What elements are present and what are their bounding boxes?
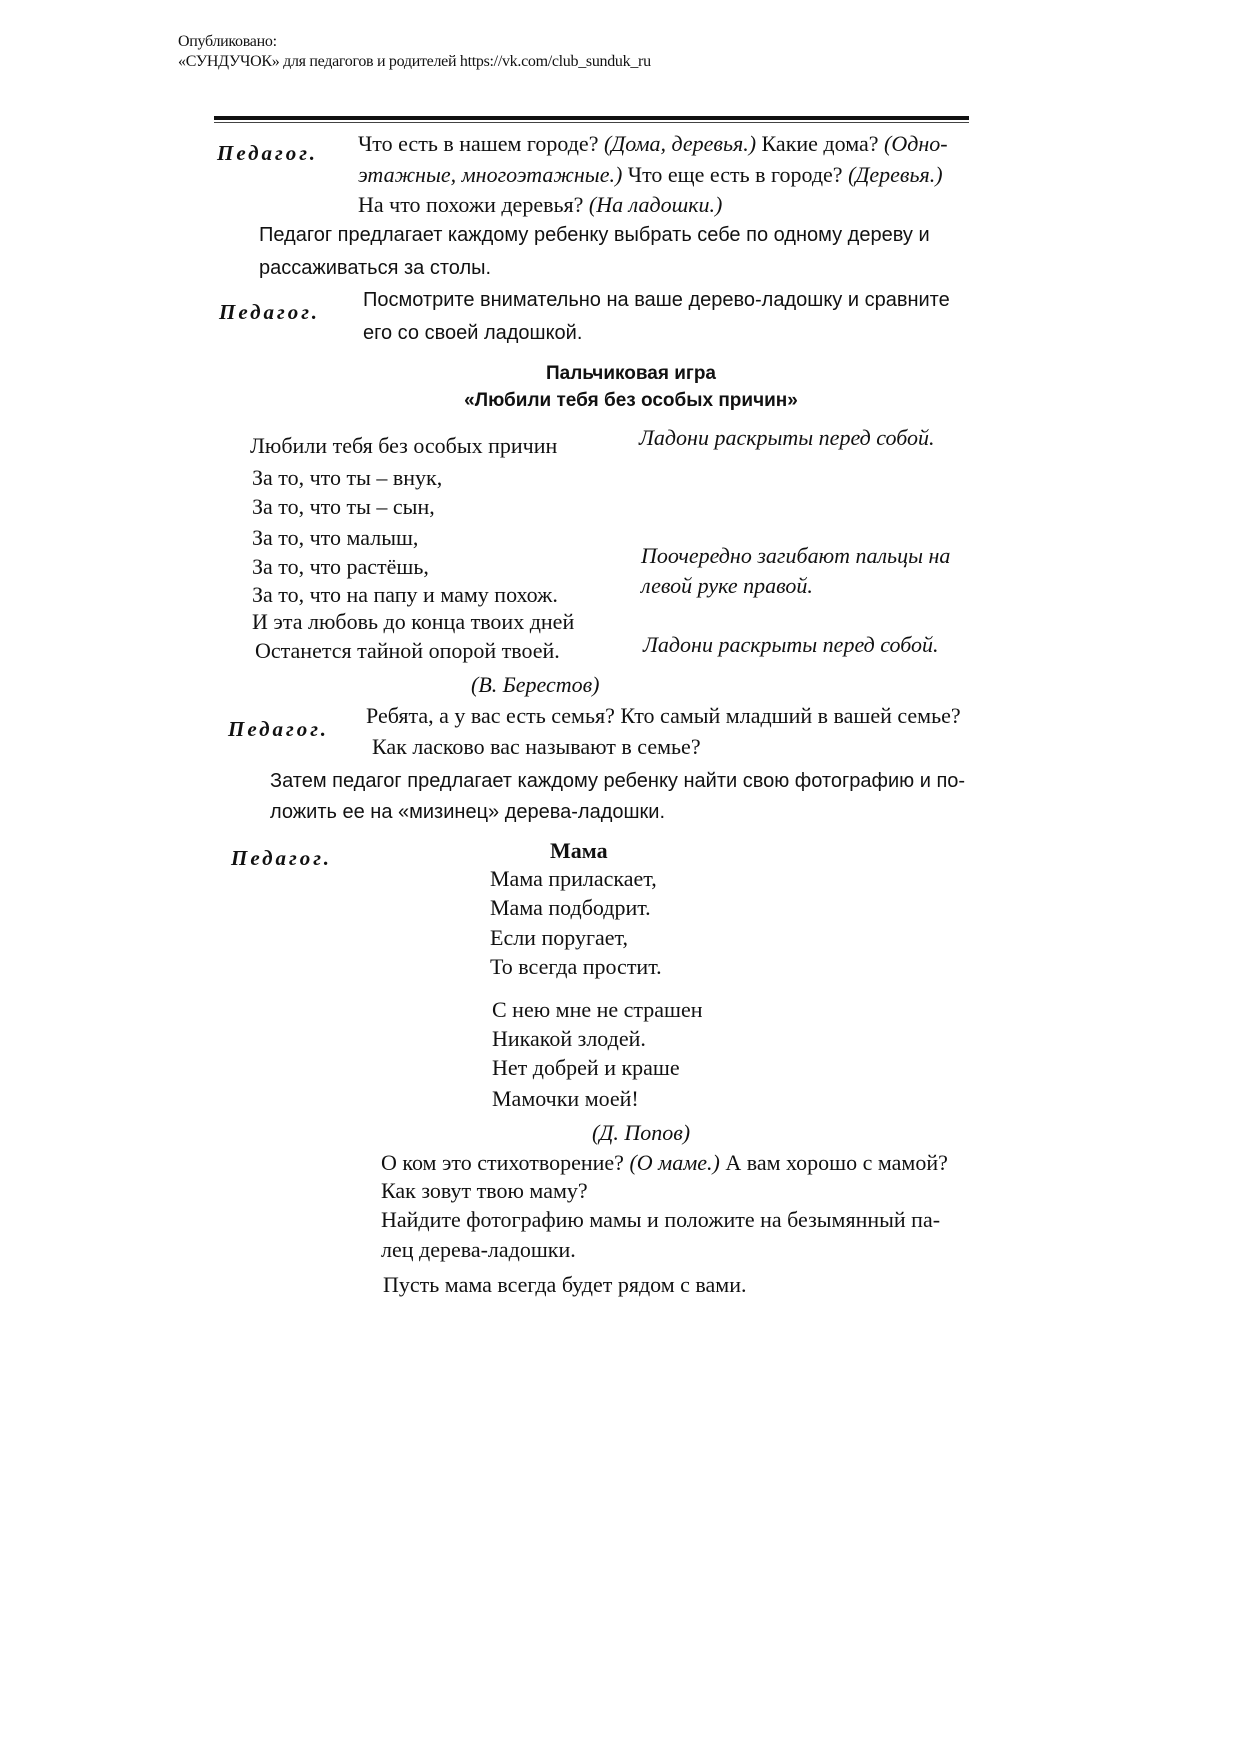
gesture-note: Ладони раскрыты перед собой. — [639, 425, 935, 450]
dialogue-line: Посмотрите внимательно на ваше дерево-ладошку и сравните — [363, 289, 950, 311]
poem-line: За то, что на папу и маму похож. — [252, 582, 558, 607]
dialogue-line: На что похожи деревья? (На ладошки.) — [358, 192, 723, 217]
dialogue-line: Найдите фотографию мамы и положите на безымянный па- — [381, 1207, 941, 1232]
instruction-text: Затем педагог предлагает каждому ребенку найти свою фотографию и по- — [270, 770, 966, 792]
dialogue-line: Ребята, а у вас есть семья? Кто самый младший в вашей семье? — [366, 703, 961, 728]
instruction-text: ложить ее на «мизинец» дерева-ладошки. — [270, 801, 666, 823]
dialogue-line: этажные, многоэтажные.) Что еще есть в городе? (Деревья.) — [358, 162, 943, 187]
speaker-label: Педагог. — [231, 846, 333, 870]
section-title: Пальчиковая игра — [545, 363, 717, 384]
publication-source: «СУНДУЧОК» для педагогов и родителей https://vk.com/club_sunduk_ru — [178, 53, 651, 70]
section-subtitle: «Любили тебя без особых причин» — [464, 390, 798, 411]
instruction-text: рассаживаться за столы. — [259, 257, 492, 279]
gesture-note: Ладони раскрыты перед собой. — [643, 632, 939, 657]
dialogue-line: Что есть в нашем городе? (Дома, деревья.) Какие дома? (Одно- — [358, 131, 948, 156]
poem-line: За то, что ты – внук, — [252, 465, 443, 490]
poem-title: Мама — [550, 838, 608, 863]
poem-line: Нет добрей и краше — [492, 1055, 680, 1080]
poem-author: (В. Берестов) — [471, 672, 600, 697]
dialogue-line: О ком это стихотворение? (О маме.) А вам хорошо с мамой? — [381, 1150, 948, 1175]
poem-line: Мама подбодрит. — [490, 895, 651, 920]
gesture-note: левой руке правой. — [641, 573, 813, 598]
header-rule — [214, 116, 969, 120]
poem-line: Мама приласкает, — [490, 866, 657, 891]
gesture-note: Поочередно загибают пальцы на — [641, 543, 951, 568]
dialogue-line: Пусть мама всегда будет рядом с вами. — [383, 1272, 747, 1297]
poem-line: С нею мне не страшен — [492, 997, 703, 1022]
poem-line: За то, что растёшь, — [252, 554, 429, 579]
header-rule-thin — [214, 122, 969, 123]
dialogue-line: Как зовут твою маму? — [381, 1178, 588, 1203]
poem-line: То всегда простит. — [490, 954, 662, 979]
speaker-label: Педагог. — [228, 717, 330, 741]
speaker-label: Педагог. — [219, 300, 321, 324]
poem-line: Мамочки моей! — [492, 1086, 639, 1111]
dialogue-line: его со своей ладошкой. — [363, 322, 583, 344]
poem-line: Никакой злодей. — [492, 1026, 646, 1051]
poem-line: Если поругает, — [490, 925, 628, 950]
poem-line: За то, что малыш, — [252, 525, 419, 550]
publication-label: Опубликовано: — [178, 33, 277, 50]
poem-line: И эта любовь до конца твоих дней — [252, 609, 575, 634]
speaker-label: Педагог. — [217, 141, 319, 165]
poem-author: (Д. Попов) — [592, 1120, 691, 1145]
poem-line: За то, что ты – сын, — [252, 494, 435, 519]
dialogue-line: Как ласково вас называют в семье? — [372, 734, 701, 759]
instruction-text: Педагог предлагает каждому ребенку выбрать себе по одному дереву и — [259, 224, 930, 246]
poem-line: Любили тебя без особых причин — [250, 433, 558, 458]
dialogue-line: лец дерева-ладошки. — [381, 1237, 576, 1262]
poem-line: Останется тайной опорой твоей. — [255, 638, 560, 663]
